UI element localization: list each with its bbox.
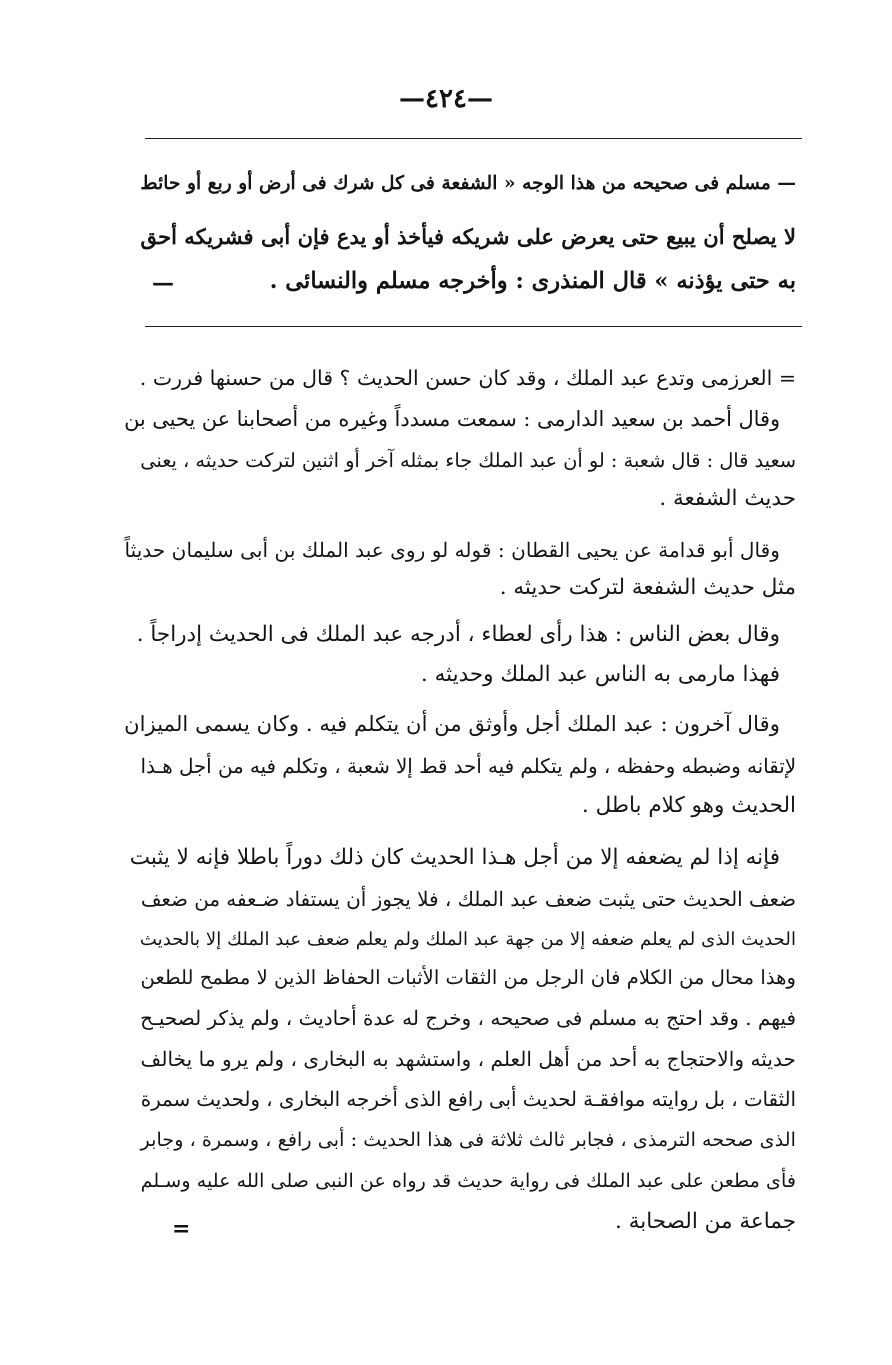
paragraph-line: ضعف الحديث حتى يثبت ضعف عبد الملك ، فلا يجوز أن يستفاد ضـعفه من ضعف [140, 888, 796, 911]
paragraph-line: وقال أحمد بن سعيد الدارمى : سمعت مسدداً وغيره من أصحابنا عن يحيى بن [124, 407, 780, 431]
paragraph-line: حديثه والاحتجاج به أحد من أهل العلم ، واستشهد به البخارى ، ولم يرو ما يخالف [140, 1047, 796, 1071]
paragraph-line: فأى مطعن على عبد الملك فى رواية حديث قد رواه عن النبى صلى الله عليه وسـلم [140, 1169, 796, 1192]
top-rule [145, 138, 802, 139]
paragraph-line: الحديث الذى لم يعلم ضعفه إلا من جهة عبد الملك ولم يعلم ضعف عبد الملك إلا بالحديث [139, 929, 796, 950]
paragraph-line: الثقات ، بل روايته موافقـة لحديث أبى رافع الذى أخرجه البخارى ، ولحديث سمرة [140, 1088, 796, 1111]
paragraph-line: الذى صححه الترمذى ، فجابر ثالث ثلاثة فى هذا الحديث : أبى رافع ، وسمرة ، وجابر [140, 1128, 796, 1151]
bottom-rule [145, 326, 802, 327]
paragraph-line: فيهم . وقد احتج به مسلم فى صحيحه ، وخرج له عدة أحاديث ، ولم يذكر لصحيـح [140, 1006, 796, 1030]
quote-line: لا يصلح أن يبيع حتى يعرض على شريكه فيأخذ أو يدع فإن أبى فشريكه أحق [140, 224, 796, 249]
quote-end-dash: — [152, 270, 174, 296]
quote-line: به حتى يؤذنه » قال المنذرى : وأخرجه مسلم والنسائى . [269, 268, 796, 294]
paragraph-line: = العرزمى وتدع عبد الملك ، وقد كان حسن الحديث ؟ قال من حسنها فررت . [139, 366, 796, 390]
quote-line: — مسلم فى صحيحه من هذا الوجه « الشفعة فى كل شرك فى أرض أو ربع أو حائط [140, 172, 796, 194]
paragraph-end-mark: = [172, 1216, 191, 1242]
paragraph-line: مثل حديث الشفعة لتركت حديثه . [499, 575, 796, 600]
paragraph-line: فهذا مارمى به الناس عبد الملك وحديثه . [420, 662, 780, 687]
paragraph-line: لإتقانه وضبطه وحفظه ، ولم يتكلم فيه أحد قط إلا شعبة ، وتكلم فيه من أجل هـذا [140, 755, 796, 778]
paragraph-line: وقال أبو قدامة عن يحيى القطان : قوله لو روى عبد الملك بن أبى سليمان حديثاً [124, 538, 780, 562]
paragraph-line: حديث الشفعة . [659, 486, 796, 511]
paragraph-line: فإنه إذا لم يضعفه إلا من أجل هـذا الحديث كان ذلك دوراً باطلا فإنه لا يثبت [129, 845, 780, 870]
paragraph-line: وهذا محال من الكلام فان الرجل من الثقات الأثبات الحفاظ الذين لا مطمح للطعن [140, 966, 796, 989]
paragraph-line: وقال آخرون : عبد الملك أجل وأوثق من أن يتكلم فيه . وكان يسمى الميزان [124, 712, 780, 737]
paragraph-line: سعيد قال : قال شعبة : لو أن عبد الملك جاء بمثله آخر أو اثنين لتركت حديثه ، يعنى [140, 449, 796, 472]
paragraph-line: الحديث وهو كلام باطل . [581, 793, 796, 818]
page-number: —٤٢٤— [399, 84, 493, 114]
paragraph-line: وقال بعض الناس : هذا رأى لعطاء ، أدرجه عبد الملك فى الحديث إدراجاً . [136, 622, 780, 647]
paragraph-line: جماعة من الصحابة . [615, 1209, 796, 1234]
